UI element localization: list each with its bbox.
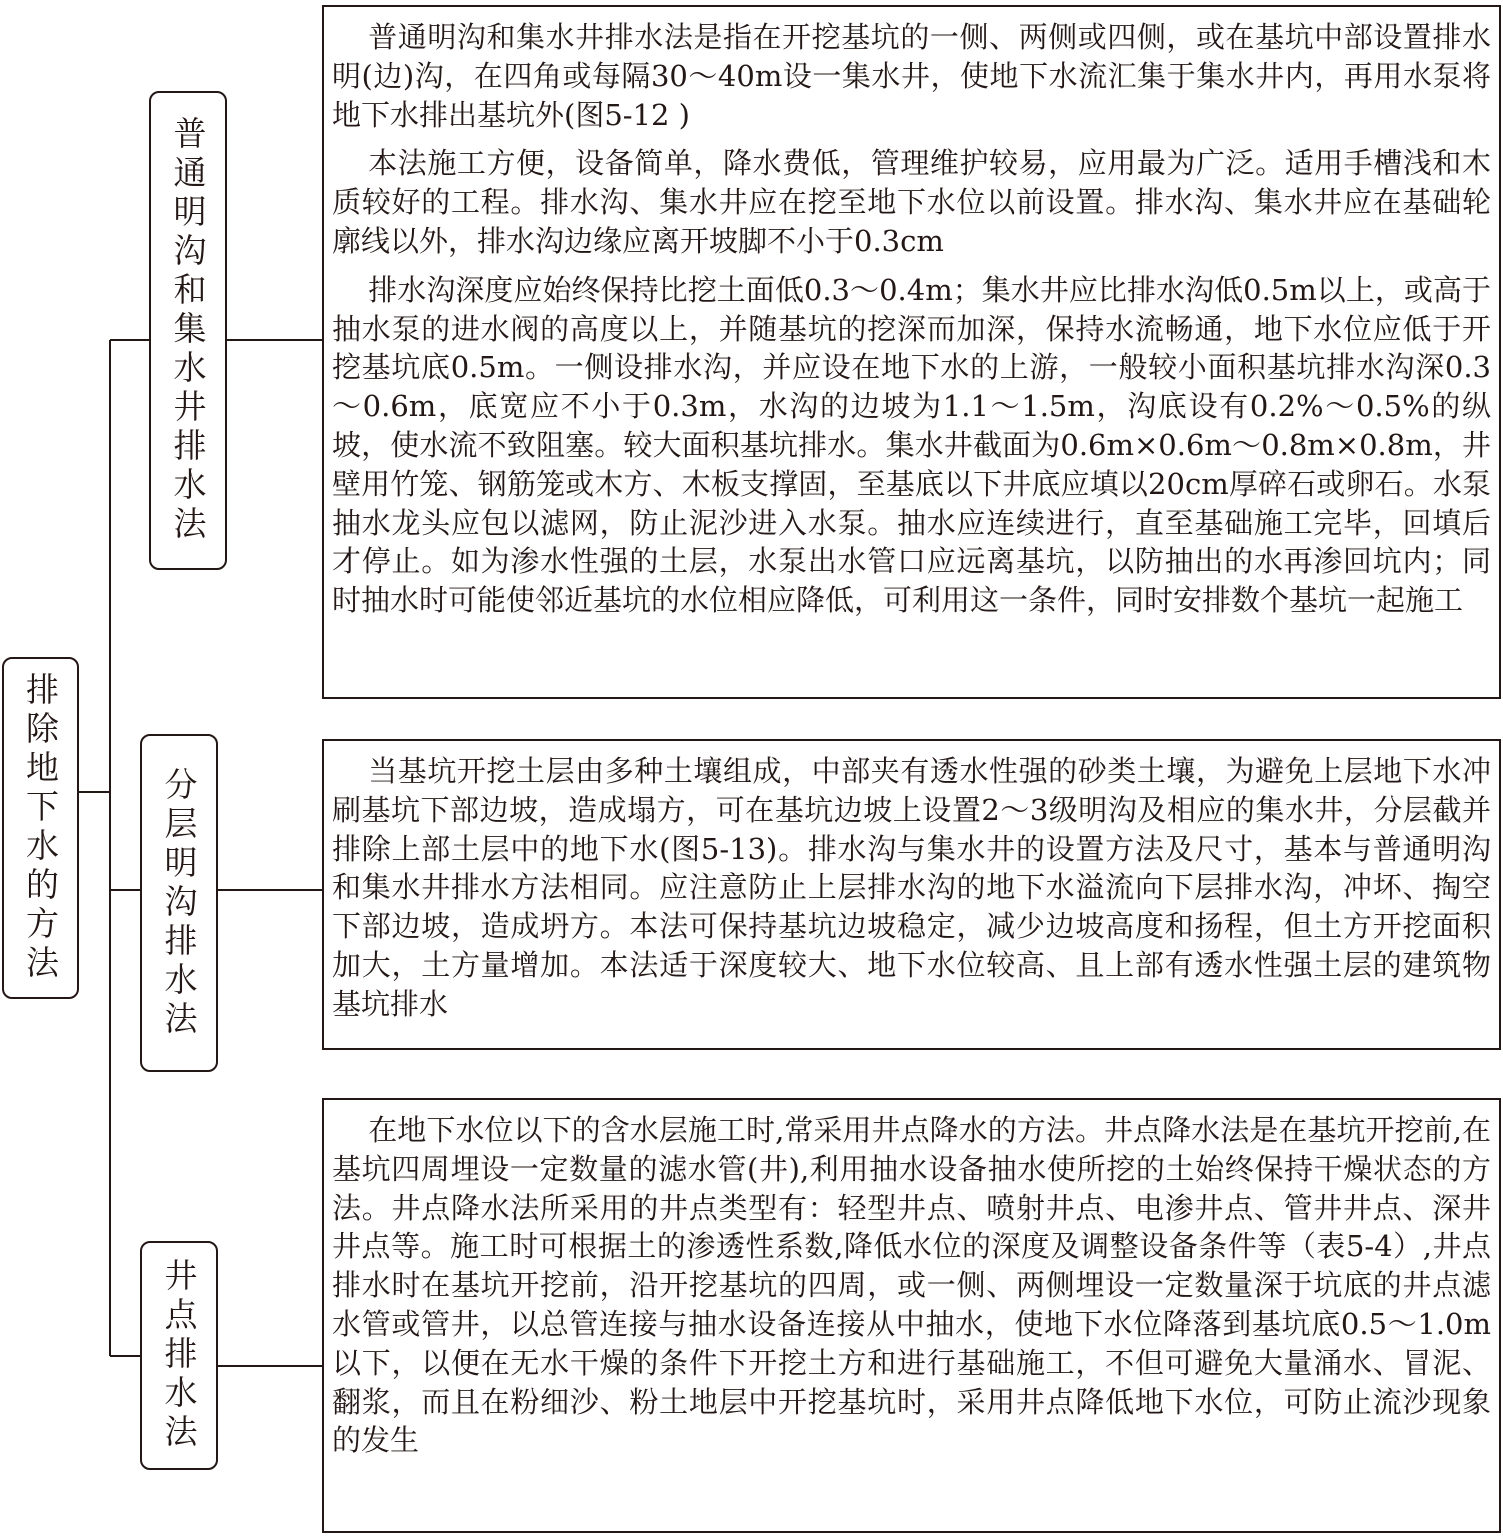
root-node bbox=[2, 657, 79, 999]
root-label: 排除地下水的方法 bbox=[21, 672, 60, 984]
description-paragraph: 本法施工方便，设备简单，降水费低，管理维护较易，应用最为广泛。适用手槽浅和木质较好的工程。排水沟、集水井应在挖至地下水位以前设置。排水沟、集水井应在基础轮廓线以外，排水沟边缘应离开坡脚不小于0.3cm bbox=[332, 146, 1491, 258]
branch-label: 普通明沟和集水井排水法 bbox=[168, 116, 208, 545]
description-paragraph: 当基坑开挖土层由多种土壤组成，中部夹有透水性强的砂类土壤，为避免上层地下水冲刷基坑下部边坡，造成塌方，可在基坑边坡上设置2～3级明沟及相应的集水井，分层截并排除上部土层中的地下水(图5-13)。排水沟与集水井的设置方法及尺寸，基本与普通明沟和集水井排水方法相同。应注意防止上层排水沟的地下水溢流向下层排水沟，冲坏、掏空下部边坡，造成坍方。本法可保持基坑边坡稳定，减少边坡高度和扬程，但土方开挖面积加大，土方量增加。本法适于深度较大、地下水位较高、且上部有透水性强土层的建筑物基坑排水 bbox=[332, 754, 1491, 1021]
branch-label: 井点排水法 bbox=[159, 1258, 199, 1453]
description-box-open-ditch-sump bbox=[322, 5, 1501, 699]
branch-label: 分层明沟排水法 bbox=[159, 766, 199, 1040]
branch-node-layered-ditch bbox=[140, 734, 218, 1072]
description-box-layered-ditch bbox=[322, 739, 1501, 1050]
description-box-well-point bbox=[322, 1098, 1501, 1533]
description-paragraph: 排水沟深度应始终保持比挖土面低0.3～0.4m；集水井应比排水沟低0.5m以上，或高于抽水泵的进水阀的高度以上，并随基坑的挖深而加深，保持水流畅通，地下水位应低于开挖基坑底0.5m。一侧设排水沟，并应设在地下水的上游，一般较小面积基坑排水沟深0.3～0.6m，底宽应不小于0.3m，水沟的边坡为1.1～1.5m，沟底设有0.2%～0.5%的纵坡，使水流不致阻塞。较大面积基坑排水。集水井截面为0.6m×0.6m～0.8m×0.8m，井壁用竹笼、钢筋笼或木方、木板支撑固，至基底以下井底应填以20cm厚碎石或卵石。水泵抽水龙头应包以滤网，防止泥沙进入水泵。抽水应连续进行，直至基础施工完毕，回填后才停止。如为渗水性强的土层，水泵出水管口应远离基坑，以防抽出的水再渗回坑内；同时抽水时可能使邻近基坑的水位相应降低，可利用这一条件，同时安排数个基坑一起施工 bbox=[332, 272, 1491, 618]
branch-node-well-point bbox=[140, 1241, 218, 1470]
description-paragraph: 普通明沟和集水井排水法是指在开挖基坑的一侧、两侧或四侧，或在基坑中部设置排水明(边)沟，在四角或每隔30～40m设一集水井，使地下水流汇集于集水井内，再用水泵将地下水排出基坑外(图5-12 ) bbox=[332, 20, 1491, 132]
description-paragraph: 在地下水位以下的含水层施工时,常采用井点降水的方法。井点降水法是在基坑开挖前,在基坑四周埋设一定数量的滤水管(井),利用抽水设备抽水使所挖的土始终保持干燥状态的方法。井点降水法所采用的井点类型有：轻型井点、喷射井点、电渗井点、管井井点、深井井点等。施工时可根据土的渗透性系数,降低水位的深度及调整设备条件等（表5-4）,井点排水时在基坑开挖前，沿开挖基坑的四周，或一侧、两侧埋设一定数量深于坑底的井点滤水管或管井，以总管连接与抽水设备连接从中抽水，使地下水位降落到基坑底0.5～1.0m以下，以便在无水干燥的条件下开挖土方和进行基础施工，不但可避免大量涌水、冒泥、翻浆，而且在粉细沙、粉土地层中开挖基坑时，采用井点降低地下水位，可防止流沙现象的发生 bbox=[332, 1113, 1491, 1458]
branch-node-open-ditch-sump bbox=[149, 91, 227, 570]
